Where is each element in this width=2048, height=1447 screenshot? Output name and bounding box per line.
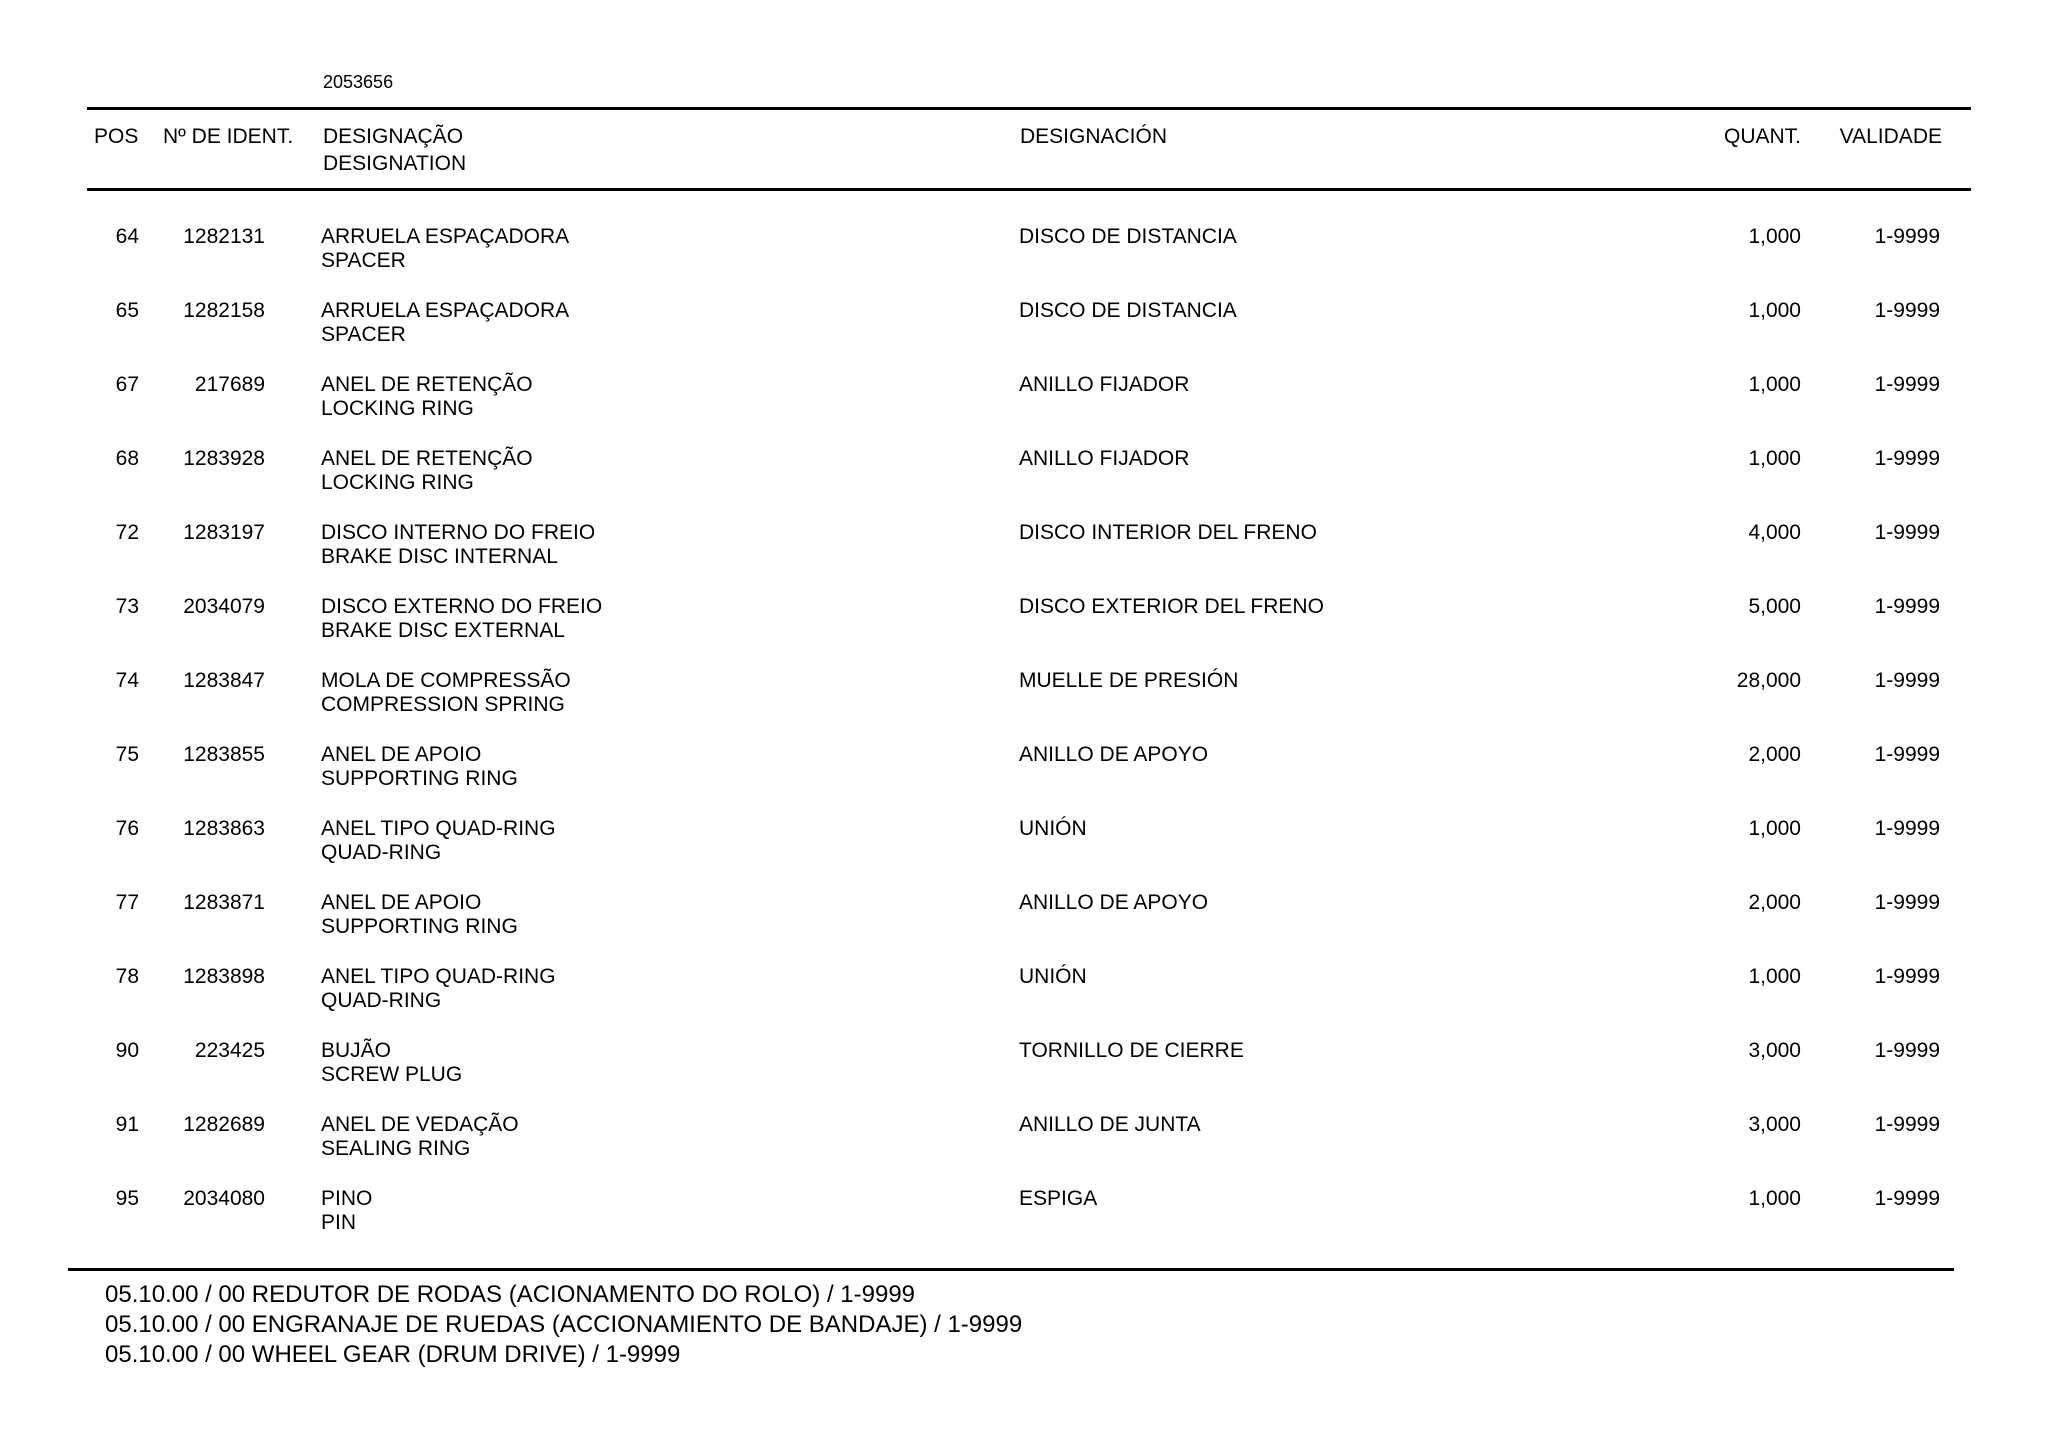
row-designation-pt: PINO: [321, 1187, 373, 1210]
row-quant: 2,000: [1748, 891, 1801, 914]
row-validity: 1-9999: [1874, 595, 1940, 618]
row-designation-pt: DISCO EXTERNO DO FREIO: [321, 595, 603, 618]
row-designation: [321, 373, 533, 421]
table-row: [0, 1109, 2048, 1183]
row-designation-pt: ARRUELA ESPAÇADORA: [321, 299, 570, 322]
row-validity: 1-9999: [1874, 447, 1940, 470]
row-pos: 67: [115, 373, 139, 396]
table-row: [0, 1035, 2048, 1109]
row-designation: [321, 891, 518, 939]
row-quant: 1,000: [1748, 817, 1801, 840]
row-designation: [321, 521, 595, 569]
row-designation-es: MUELLE DE PRESIÓN: [1019, 669, 1239, 692]
row-ident: 1283928: [183, 447, 265, 470]
row-validity: 1-9999: [1874, 669, 1940, 692]
row-designation: [321, 669, 571, 717]
table-row: [0, 1183, 2048, 1257]
row-quant: 1,000: [1748, 299, 1801, 322]
row-designation-es: ANILLO DE JUNTA: [1019, 1113, 1201, 1136]
row-pos: 72: [115, 521, 139, 544]
assembly-line-pt: 05.10.00 / 00 REDUTOR DE RODAS (ACIONAMENTO DO ROLO) / 1-9999: [105, 1281, 916, 1308]
row-validity: 1-9999: [1874, 225, 1940, 248]
row-designation: [321, 743, 518, 791]
column-header-designacao: DESIGNAÇÃO: [323, 125, 464, 148]
row-pos: 68: [115, 447, 139, 470]
row-designation-pt: BUJÃO: [321, 1039, 392, 1062]
row-designation-en: LOCKING RING: [321, 471, 474, 494]
table-row: [0, 517, 2048, 591]
row-designation: [321, 447, 533, 495]
row-designation-pt: ANEL DE APOIO: [321, 743, 482, 766]
row-ident: 1283898: [183, 965, 265, 988]
row-quant: 28,000: [1736, 669, 1801, 692]
row-validity: 1-9999: [1874, 965, 1940, 988]
row-designation-es: UNIÓN: [1019, 817, 1087, 840]
row-pos: 73: [115, 595, 139, 618]
row-validity: 1-9999: [1874, 299, 1940, 322]
row-designation: [321, 1039, 462, 1087]
row-designation-en: SPACER: [321, 323, 406, 346]
row-pos: 91: [115, 1113, 139, 1136]
row-designation-es: UNIÓN: [1019, 965, 1087, 988]
row-designation-es: ANILLO FIJADOR: [1019, 373, 1190, 396]
row-quant: 5,000: [1748, 595, 1801, 618]
row-designation-es: ESPIGA: [1019, 1187, 1098, 1210]
row-designation-en: BRAKE DISC EXTERNAL: [321, 619, 565, 642]
column-header-designation: [323, 123, 466, 177]
row-pos: 95: [115, 1187, 139, 1210]
row-designation-pt: DISCO INTERNO DO FREIO: [321, 521, 596, 544]
row-designation-es: DISCO INTERIOR DEL FRENO: [1019, 521, 1317, 544]
table-row: [0, 961, 2048, 1035]
row-designation: [321, 595, 602, 643]
row-designation-pt: ANEL TIPO QUAD-RING: [321, 965, 556, 988]
bottom-divider: [68, 1268, 1954, 1271]
row-ident: 1282689: [183, 1113, 265, 1136]
row-validity: 1-9999: [1874, 521, 1940, 544]
row-ident: 2034080: [183, 1187, 265, 1210]
row-designation: [321, 299, 569, 347]
table-row: [0, 813, 2048, 887]
row-designation-es: DISCO DE DISTANCIA: [1019, 225, 1237, 248]
row-designation-pt: ARRUELA ESPAÇADORA: [321, 225, 570, 248]
row-designation: [321, 965, 556, 1013]
row-designation-es: DISCO DE DISTANCIA: [1019, 299, 1237, 322]
column-header-pos: POS: [94, 125, 139, 148]
row-designation-en: QUAD-RING: [321, 989, 442, 1012]
row-quant: 1,000: [1748, 447, 1801, 470]
row-designation-en: QUAD-RING: [321, 841, 442, 864]
row-ident: 1282131: [183, 225, 265, 248]
row-quant: 3,000: [1748, 1113, 1801, 1136]
table-row: [0, 591, 2048, 665]
row-designation-pt: ANEL DE APOIO: [321, 891, 482, 914]
table-row: [0, 739, 2048, 813]
row-designation-en: COMPRESSION SPRING: [321, 693, 565, 716]
row-ident: 1283197: [183, 521, 265, 544]
row-designation-es: DISCO EXTERIOR DEL FRENO: [1019, 595, 1324, 618]
row-designation: [321, 225, 569, 273]
column-header-ident: Nº DE IDENT.: [163, 125, 294, 148]
row-ident: 223425: [194, 1039, 265, 1062]
row-designation: [321, 1187, 372, 1235]
row-ident: 217689: [194, 373, 265, 396]
row-designation-en: SCREW PLUG: [321, 1063, 463, 1086]
row-designation-en: SPACER: [321, 249, 406, 272]
table-row: [0, 221, 2048, 295]
row-quant: 3,000: [1748, 1039, 1801, 1062]
row-designation-en: SUPPORTING RING: [321, 915, 518, 938]
row-validity: 1-9999: [1874, 891, 1940, 914]
row-validity: 1-9999: [1874, 373, 1940, 396]
row-ident: 1283847: [183, 669, 265, 692]
row-designation-pt: ANEL DE VEDAÇÃO: [321, 1113, 519, 1136]
row-pos: 65: [115, 299, 139, 322]
column-header-designation-en: DESIGNATION: [323, 152, 467, 175]
row-pos: 75: [115, 743, 139, 766]
row-designation-es: ANILLO FIJADOR: [1019, 447, 1190, 470]
row-ident: 1283863: [183, 817, 265, 840]
row-pos: 76: [115, 817, 139, 840]
row-ident: 2034079: [183, 595, 265, 618]
assembly-footer: [105, 1280, 1022, 1370]
parts-table-body: [0, 221, 2048, 1257]
row-designation-es: ANILLO DE APOYO: [1019, 743, 1209, 766]
table-row: [0, 887, 2048, 961]
row-designation-pt: ANEL TIPO QUAD-RING: [321, 817, 556, 840]
row-quant: 1,000: [1748, 965, 1801, 988]
row-pos: 74: [115, 669, 139, 692]
row-quant: 4,000: [1748, 521, 1801, 544]
table-row: [0, 369, 2048, 443]
row-pos: 90: [115, 1039, 139, 1062]
row-ident: 1283871: [183, 891, 265, 914]
row-designation-en: PIN: [321, 1211, 357, 1234]
row-validity: 1-9999: [1874, 1039, 1940, 1062]
column-header-quant: QUANT.: [1723, 125, 1801, 148]
row-pos: 64: [115, 225, 139, 248]
row-designation-es: ANILLO DE APOYO: [1019, 891, 1209, 914]
document-number: 2053656: [323, 72, 394, 92]
assembly-line-en: 05.10.00 / 00 WHEEL GEAR (DRUM DRIVE) / 1-9999: [105, 1341, 681, 1368]
row-designation-pt: ANEL DE RETENÇÃO: [321, 447, 533, 470]
row-validity: 1-9999: [1874, 743, 1940, 766]
row-validity: 1-9999: [1874, 1187, 1940, 1210]
row-quant: 1,000: [1748, 225, 1801, 248]
row-ident: 1283855: [183, 743, 265, 766]
row-quant: 2,000: [1748, 743, 1801, 766]
row-validity: 1-9999: [1874, 817, 1940, 840]
row-pos: 78: [115, 965, 139, 988]
table-row: [0, 443, 2048, 517]
row-designation-en: LOCKING RING: [321, 397, 474, 420]
row-designation-pt: MOLA DE COMPRESSÃO: [321, 669, 571, 692]
table-row: [0, 665, 2048, 739]
row-quant: 1,000: [1748, 1187, 1801, 1210]
column-header-designacion: DESIGNACIÓN: [1020, 125, 1168, 148]
row-designation-en: SEALING RING: [321, 1137, 471, 1160]
row-designation-en: BRAKE DISC INTERNAL: [321, 545, 558, 568]
row-validity: 1-9999: [1874, 1113, 1940, 1136]
row-designation: [321, 817, 556, 865]
row-designation-pt: ANEL DE RETENÇÃO: [321, 373, 533, 396]
row-designation-es: TORNILLO DE CIERRE: [1019, 1039, 1244, 1062]
column-header-validade: VALIDADE: [1839, 125, 1942, 148]
row-designation-en: SUPPORTING RING: [321, 767, 518, 790]
row-quant: 1,000: [1748, 373, 1801, 396]
top-divider: [87, 107, 1971, 110]
row-ident: 1282158: [183, 299, 265, 322]
row-pos: 77: [115, 891, 139, 914]
table-row: [0, 295, 2048, 369]
row-designation: [321, 1113, 519, 1161]
assembly-line-es: 05.10.00 / 00 ENGRANAJE DE RUEDAS (ACCIONAMIENTO DE BANDAJE) / 1-9999: [105, 1311, 1023, 1338]
header-divider: [87, 188, 1971, 191]
